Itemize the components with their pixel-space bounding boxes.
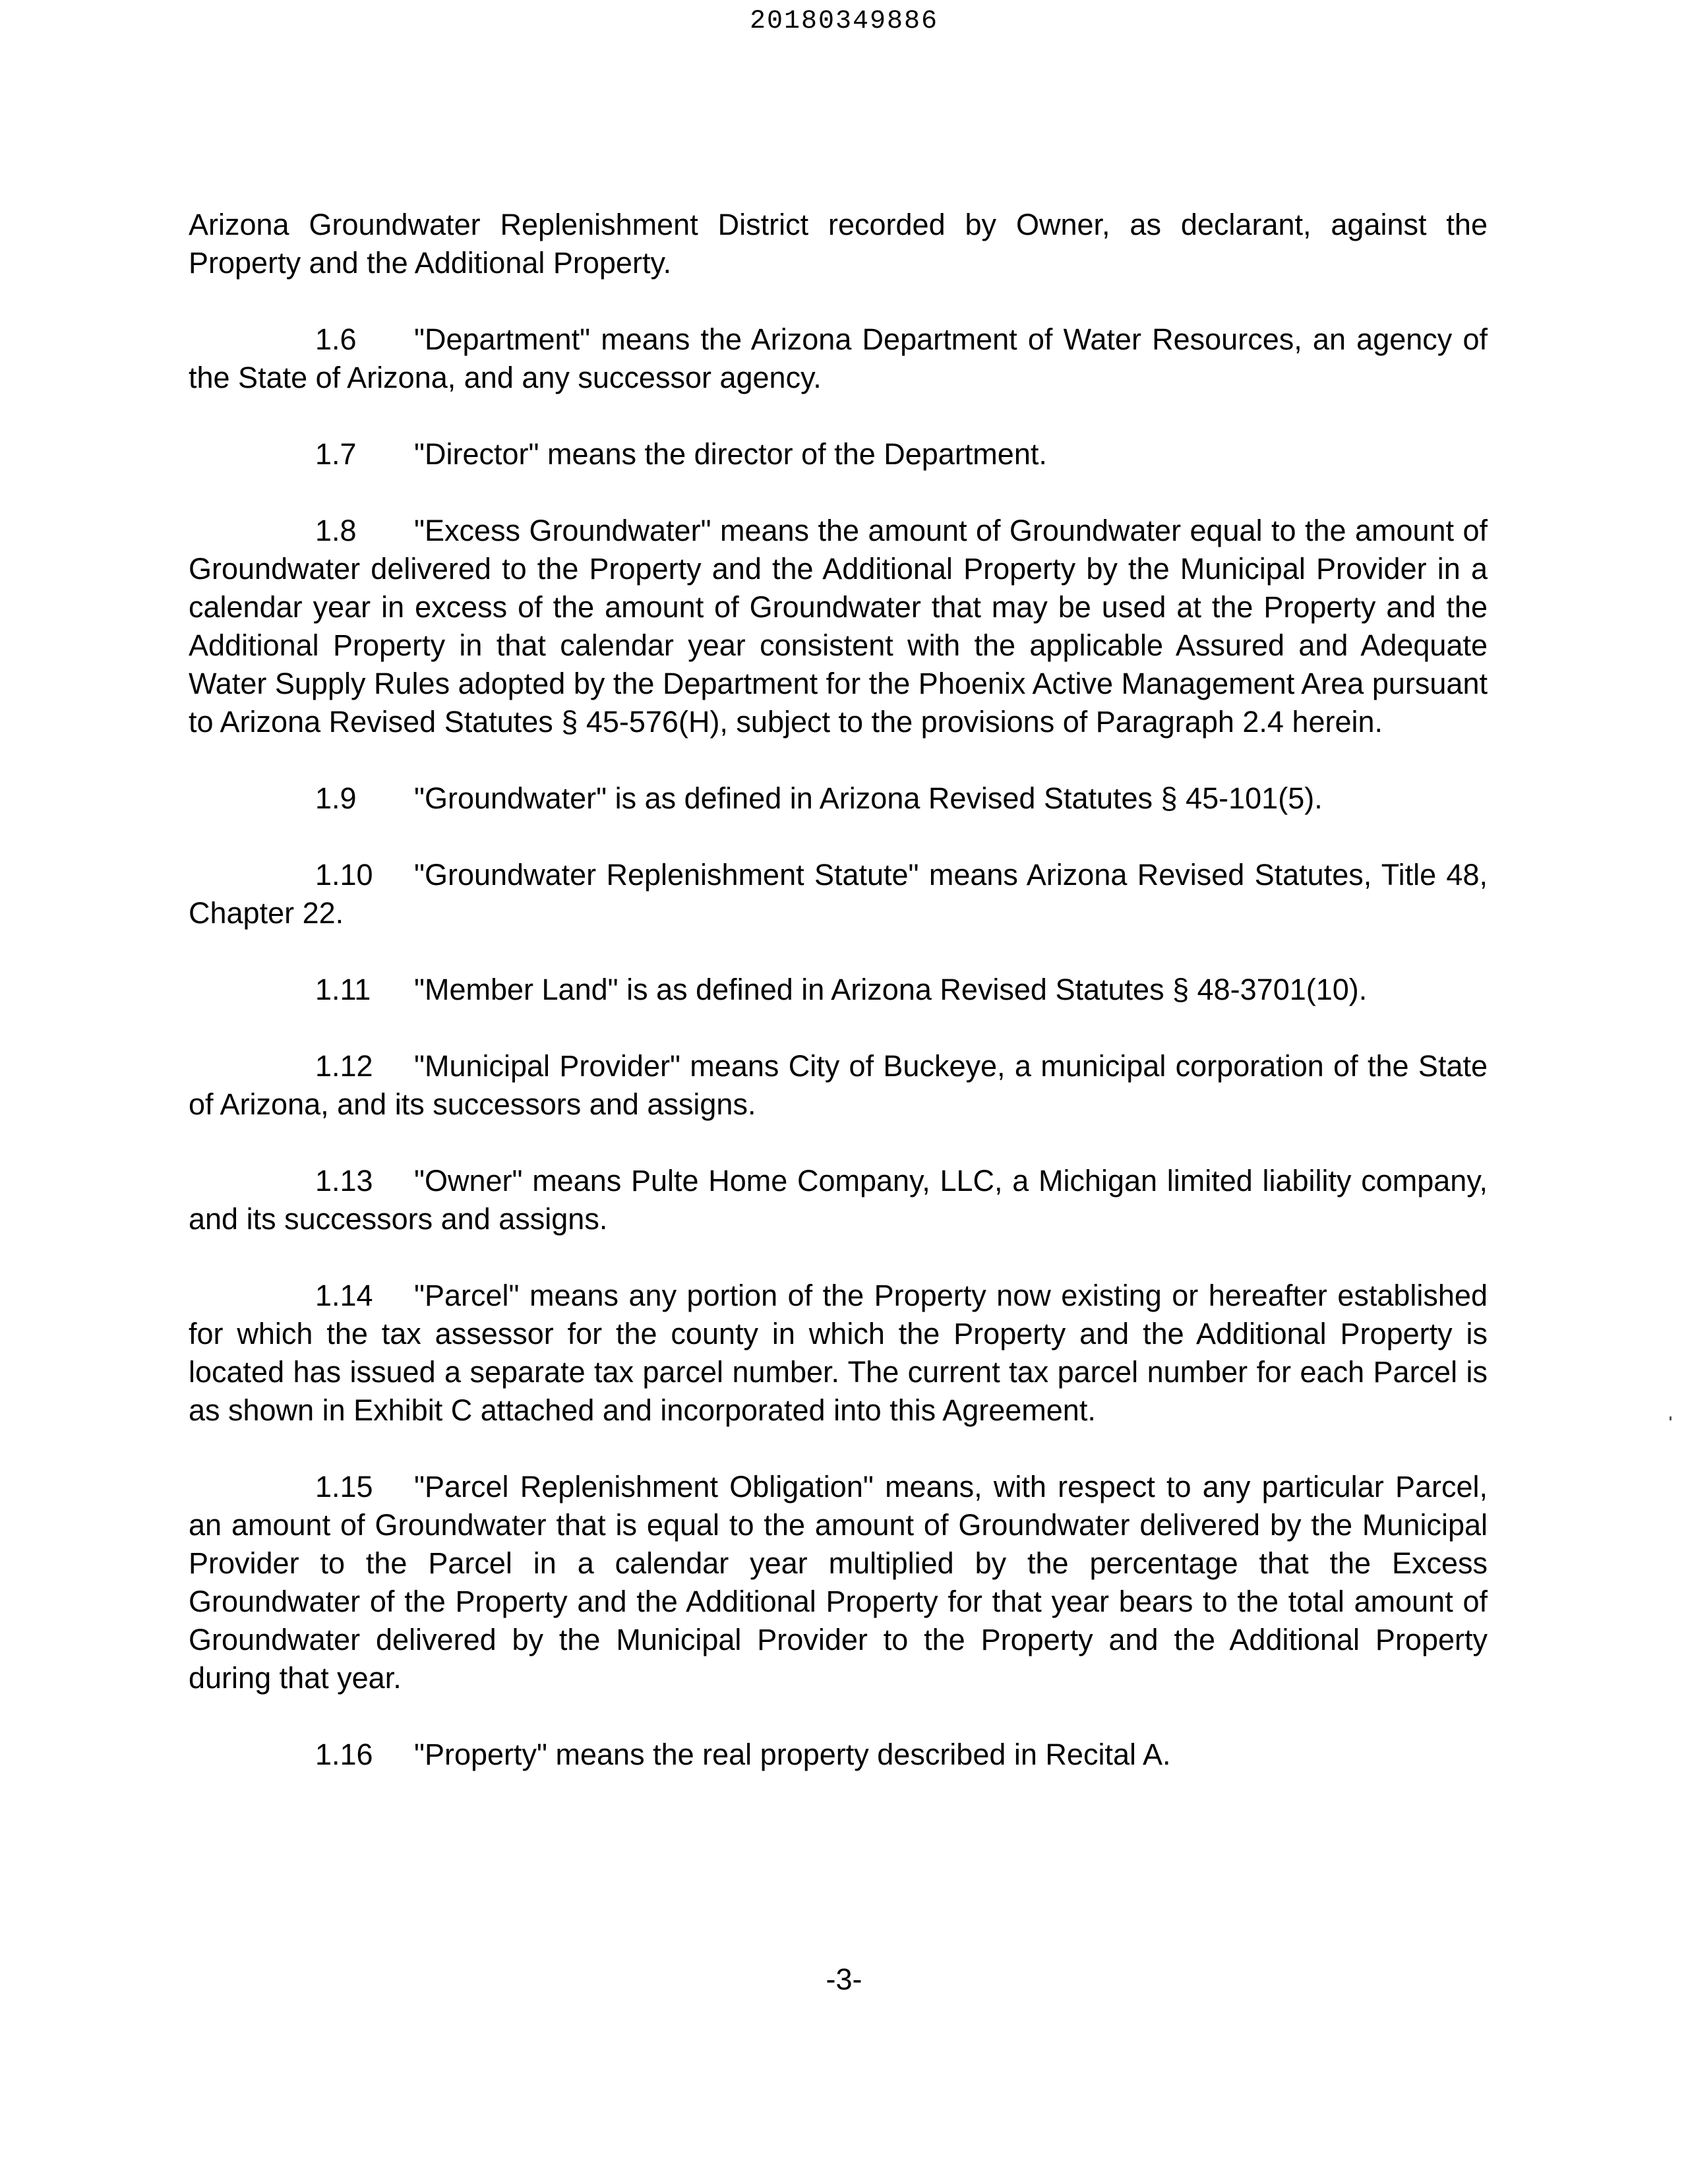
definition-number: 1.10	[315, 858, 373, 892]
definition-paragraph	[189, 1047, 1488, 1124]
definition-paragraph	[189, 779, 1488, 818]
definition-number: 1.12	[315, 1049, 373, 1083]
definition-paragraph	[189, 1277, 1488, 1430]
definition-paragraph	[189, 435, 1488, 473]
definition-paragraph	[189, 1736, 1488, 1774]
continuation-paragraph: Arizona Groundwater Replenishment District recorded by Owner, as declarant, against the Property and the Additional Property.	[189, 208, 1488, 280]
definition-number: 1.14	[315, 1279, 373, 1312]
definition-text: "Groundwater Replenishment Statute" means Arizona Revised Statutes, Title 48, Chapter 22.	[189, 858, 1488, 930]
definition-number: 1.11	[315, 973, 371, 1006]
definition-text: "Member Land" is as defined in Arizona Revised Statutes § 48-3701(10).	[414, 973, 1368, 1006]
definition-number: 1.7	[315, 437, 357, 471]
definition-paragraph	[189, 1162, 1488, 1238]
definition-text: "Parcel Replenishment Obligation" means, with respect to any particular Parcel, an amount of Groundwater that is equal to the amount of Groundwater delivered by the Municipal Provider to the Parcel in a calendar year multiplied by the percentage that the Excess Groundwater of the Property and the Additional Property for that year bears to the total amount of Groundwater delivered by the Municipal Provider to the Property and the Additional Property during that year.	[189, 1470, 1488, 1695]
page-number: -3-	[826, 1962, 862, 1996]
definition-text: "Municipal Provider" means City of Buckeye, a municipal corporation of the State of Arizona, and its successors and assigns.	[189, 1049, 1488, 1121]
definition-text: "Department" means the Arizona Department of Water Resources, an agency of the State of Arizona, and any successor agency.	[189, 322, 1488, 394]
definition-number: 1.6	[315, 322, 357, 356]
document-body	[189, 206, 1488, 1812]
definition-paragraph	[189, 856, 1488, 932]
definition-paragraph	[189, 1468, 1488, 1697]
definition-number: 1.15	[315, 1470, 373, 1503]
definition-text: "Parcel" means any portion of the Property now existing or hereafter established for which the tax assessor for the county in which the Property and the Additional Property is located has issued a separate tax parcel number. The current tax parcel number for each Parcel is as shown in Exhibit C attached and incorporated into this Agreement.	[189, 1279, 1488, 1427]
definition-number: 1.13	[315, 1164, 373, 1198]
definition-text: "Property" means the real property described in Recital A.	[414, 1738, 1171, 1771]
document-number: 20180349886	[749, 7, 939, 36]
definition-text: "Excess Groundwater" means the amount of Groundwater equal to the amount of Groundwater delivered to the Property and the Additional Property by the Municipal Provider in a calendar year in excess of the amount of Groundwater that may be used at the Property and the Additional Property in that calendar year consistent with the applicable Assured and Adequate Water Supply Rules adopted by the Department for the Phoenix Active Management Area pursuant to Arizona Revised Statutes § 45-576(H), subject to the provisions of Paragraph 2.4 herein.	[189, 514, 1488, 739]
definition-paragraph	[189, 971, 1488, 1009]
definition-number: 1.8	[315, 514, 357, 547]
scan-margin-mark	[1670, 1416, 1672, 1420]
definition-paragraph	[189, 320, 1488, 397]
definition-text: "Director" means the director of the Department.	[414, 437, 1047, 471]
definition-number: 1.16	[315, 1738, 373, 1771]
definition-text: "Groundwater" is as defined in Arizona Revised Statutes § 45-101(5).	[414, 781, 1323, 815]
definition-paragraph	[189, 512, 1488, 741]
definition-text: "Owner" means Pulte Home Company, LLC, a Michigan limited liability company, and its successors and assigns.	[189, 1164, 1488, 1236]
definition-number: 1.9	[315, 781, 357, 815]
